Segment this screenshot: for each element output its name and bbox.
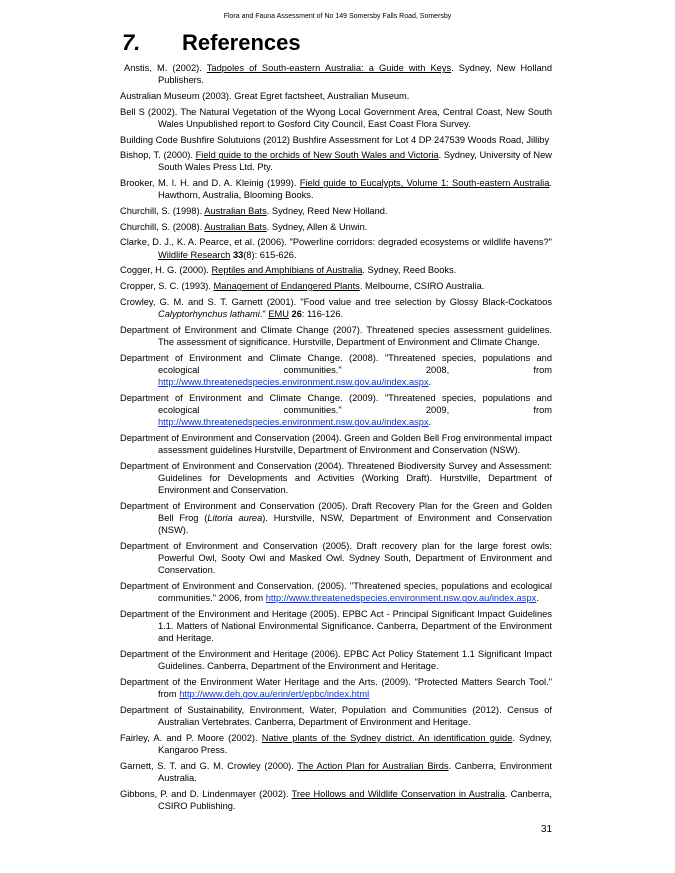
reference-details: . Sydney, Kangaroo Press. xyxy=(158,732,552,755)
reference-entry xyxy=(120,460,552,497)
reference-entry xyxy=(120,134,552,146)
section-number: 7. xyxy=(122,30,141,55)
reference-link[interactable]: http://www.deh.gov.au/erin/ert/epbc/index.html xyxy=(179,689,370,700)
reference-book-title: The Action Plan for Australian Birds xyxy=(297,760,449,771)
reference-details: . Sydney, New Holland Publishers. xyxy=(158,63,552,86)
section-heading xyxy=(122,30,301,56)
reference-text: Department of Sustainability, Environment, Water, Population and Communities (2012). Census of Australian Vertebrates. Canberra, Department of Environment and Heritage. xyxy=(120,704,552,728)
reference-entry xyxy=(120,264,552,276)
reference-details: . xyxy=(536,593,539,604)
reference-details: . Sydney, University of New South Wales Press Ltd. Pty. xyxy=(158,150,552,173)
reference-link[interactable]: http://www.threatenedspecies.environment.nsw.gov.au/index.aspx xyxy=(265,593,537,604)
reference-text: Australian Museum (2003). Great Egret factsheet, Australian Museum. xyxy=(120,90,410,101)
reference-link[interactable]: http://www.threatenedspecies.environment.nsw.gov.au/index.aspx xyxy=(158,376,429,387)
reference-authors: Department of Environment and Climate Change. (2009). "Threatened species, populations and ecological communities." 2009, from xyxy=(120,392,552,415)
reference-book-title: Field guide to the orchids of New South Wales and Victoria xyxy=(195,150,439,161)
reference-details: . Melbourne, CSIRO Australia. xyxy=(359,281,485,292)
reference-text: Department of Environment and Conservation (2005). Draft recovery plan for the large forest owls: Powerful Owl, Sooty Owl and Masked Owl. Sydney South, Department of Environment and Conservation. xyxy=(120,540,552,576)
reference-entry xyxy=(120,221,552,233)
reference-details: (8): 615-626. xyxy=(243,249,297,260)
reference-entry xyxy=(120,324,552,348)
reference-journal: EMU xyxy=(268,308,289,319)
reference-details: . Sydney, Allen & Unwin. xyxy=(266,221,368,232)
reference-details: . Canberra, Environment Australia. xyxy=(158,760,553,783)
reference-details: . Sydney, Reed Books. xyxy=(362,265,457,276)
reference-book-title: Australian Bats xyxy=(204,221,267,232)
reference-details: . Hawthorn, Australia, Blooming Books. xyxy=(158,178,552,201)
reference-authors: Department of Environment and Conservation (2005). Draft Recovery Plan for the Green and Golden Bell Frog ( xyxy=(120,500,552,523)
reference-details: . Canberra, CSIRO Publishing. xyxy=(158,788,552,811)
reference-authors: Department of Environment and Conservation. (2005). "Threatened species, populations and ecological communities." 2006, from xyxy=(120,581,552,604)
reference-entry xyxy=(120,500,552,537)
reference-entry xyxy=(120,432,552,456)
reference-authors: Cogger, H. G. (2000). xyxy=(120,265,212,276)
page-number: 31 xyxy=(541,824,553,835)
reference-link[interactable]: http://www.threatenedspecies.environment.nsw.gov.au/index.aspx xyxy=(158,417,429,428)
reference-text: Building Code Bushfire Solutuions (2012) Bushfire Assessment for Lot 4 DP 247539 Woods Road, Jilliby xyxy=(120,134,550,145)
reference-volume: 26 xyxy=(291,308,302,319)
reference-entry xyxy=(120,608,552,645)
reference-entry xyxy=(120,732,552,756)
reference-book-title: Field guide to Eucalypts, Volume 1: South-eastern Australia xyxy=(299,178,550,189)
reference-entry xyxy=(120,149,552,173)
reference-entry xyxy=(120,106,552,130)
reference-text: Department of the Environment and Heritage (2006). EPBC Act Policy Statement 1.1 Significant Impact Guidelines. Canberra, Department of the Environment and Heritage. xyxy=(120,649,552,672)
reference-authors: Crowley, G. M. and S. T. Garnett (2001). "Food value and tree selection by Glossy Black-Cockatoos xyxy=(120,296,552,307)
reference-entry xyxy=(120,580,552,604)
reference-authors: Garnett, S. T. and G. M. Crowley (2000). xyxy=(120,760,298,771)
reference-entry xyxy=(120,392,552,429)
reference-book-title: Native plants of the Sydney district. An identification guide xyxy=(261,732,513,743)
reference-entry xyxy=(120,90,552,102)
reference-book-title: Tadpoles of South-eastern Australia: a Guide with Keys xyxy=(206,63,452,73)
reference-authors: Fairley, A. and P. Moore (2002). xyxy=(120,732,262,743)
reference-entry xyxy=(120,62,552,86)
reference-authors: Clarke, D. J., K. A. Pearce, et al. (2006). "Powerline corridors: degraded ecosystems or wildlife havens?" xyxy=(120,237,552,248)
reference-entry xyxy=(120,352,552,389)
reference-entry xyxy=(120,540,552,577)
reference-species-name: Litoria aurea xyxy=(207,513,263,523)
reference-details: . xyxy=(428,376,432,387)
reference-authors: Churchill, S. (1998). xyxy=(120,206,205,217)
reference-text: Department of the Environment and Heritage (2005). EPBC Act - Principal Significant Impact Guidelines 1.1. Matters of National Environmental Significance. Canberra, Department of the Environment and Heritage. xyxy=(120,608,552,644)
reference-journal: Wildlife Research xyxy=(158,249,231,260)
reference-book-title: Australian Bats xyxy=(204,206,267,217)
reference-entry xyxy=(120,648,552,672)
reference-entry xyxy=(120,760,552,784)
reference-book-title: Reptiles and Amphibians of Australia xyxy=(211,265,363,276)
reference-book-title: Management of Endangered Plants xyxy=(213,281,360,292)
reference-authors: Churchill, S. (2008). xyxy=(120,221,205,232)
reference-text: ." xyxy=(259,308,269,319)
reference-details: . xyxy=(428,417,432,428)
reference-entry xyxy=(120,177,552,201)
reference-authors: Brooker, M. I. H. and D. A. Kleinig (1999). xyxy=(120,178,300,189)
reference-entry xyxy=(120,205,552,217)
reference-volume: 33 xyxy=(232,249,244,260)
reference-entry xyxy=(120,296,552,320)
reference-authors: Department of the Environment Water Heritage and the Arts. (2009). "Protected Matters Search Tool." from xyxy=(120,676,552,700)
page-header: Flora and Fauna Assessment of No 149 Somersby Falls Road, Somersby xyxy=(223,13,452,20)
reference-book-title: Tree Hollows and Wildlife Conservation in Australia xyxy=(291,788,505,799)
section-title: References xyxy=(182,30,301,55)
reference-text: Department of Environment and Conservation (2004). Green and Golden Bell Frog environmental impact assessment guidelines Hurstville, Department of Environment and Conservation (NSW). xyxy=(120,432,552,455)
reference-species-name: Calyptorhynchus lathami xyxy=(158,308,260,319)
reference-text: Bell S (2002). The Natural Vegetation of the Wyong Local Government Area, Central Coast, New South Wales Unpublished report to Gosford City Council, East Coast Flora Survey. xyxy=(120,106,552,129)
reference-authors: Bishop, T. (2000). xyxy=(120,150,196,161)
reference-entry xyxy=(120,704,552,728)
reference-entry xyxy=(120,676,552,700)
reference-entry xyxy=(120,236,552,260)
reference-list xyxy=(120,62,552,815)
reference-text: ). Hurstville, NSW, Department of Environment and Conservation (NSW). xyxy=(158,513,552,536)
reference-authors: Department of Environment and Climate Change. (2008). "Threatened species, populations and ecological communities." 2008, from xyxy=(120,352,552,375)
reference-entry xyxy=(120,788,552,812)
reference-entry xyxy=(120,280,552,292)
reference-authors: Gibbons, P. and D. Lindenmayer (2002). xyxy=(120,788,292,799)
reference-details: . Sydney, Reed New Holland. xyxy=(266,206,388,217)
reference-text: Department of Environment and Climate Change (2007). Threatened species assessment guidelines. The assessment of significance. Hurstville, Department of Environment and Climate Change. xyxy=(120,324,552,347)
reference-authors: Anstis, M. (2002). xyxy=(124,63,207,73)
reference-authors: Cropper, S. C. (1993). xyxy=(120,281,214,292)
reference-text: Department of Environment and Conservation (2004). Threatened Biodiversity Survey and Assessment: Guidelines for Developments and Activities (Working Draft). Hurstville, Department of Environment and Conservation. xyxy=(120,460,552,496)
reference-details: : 116-126. xyxy=(301,308,344,319)
